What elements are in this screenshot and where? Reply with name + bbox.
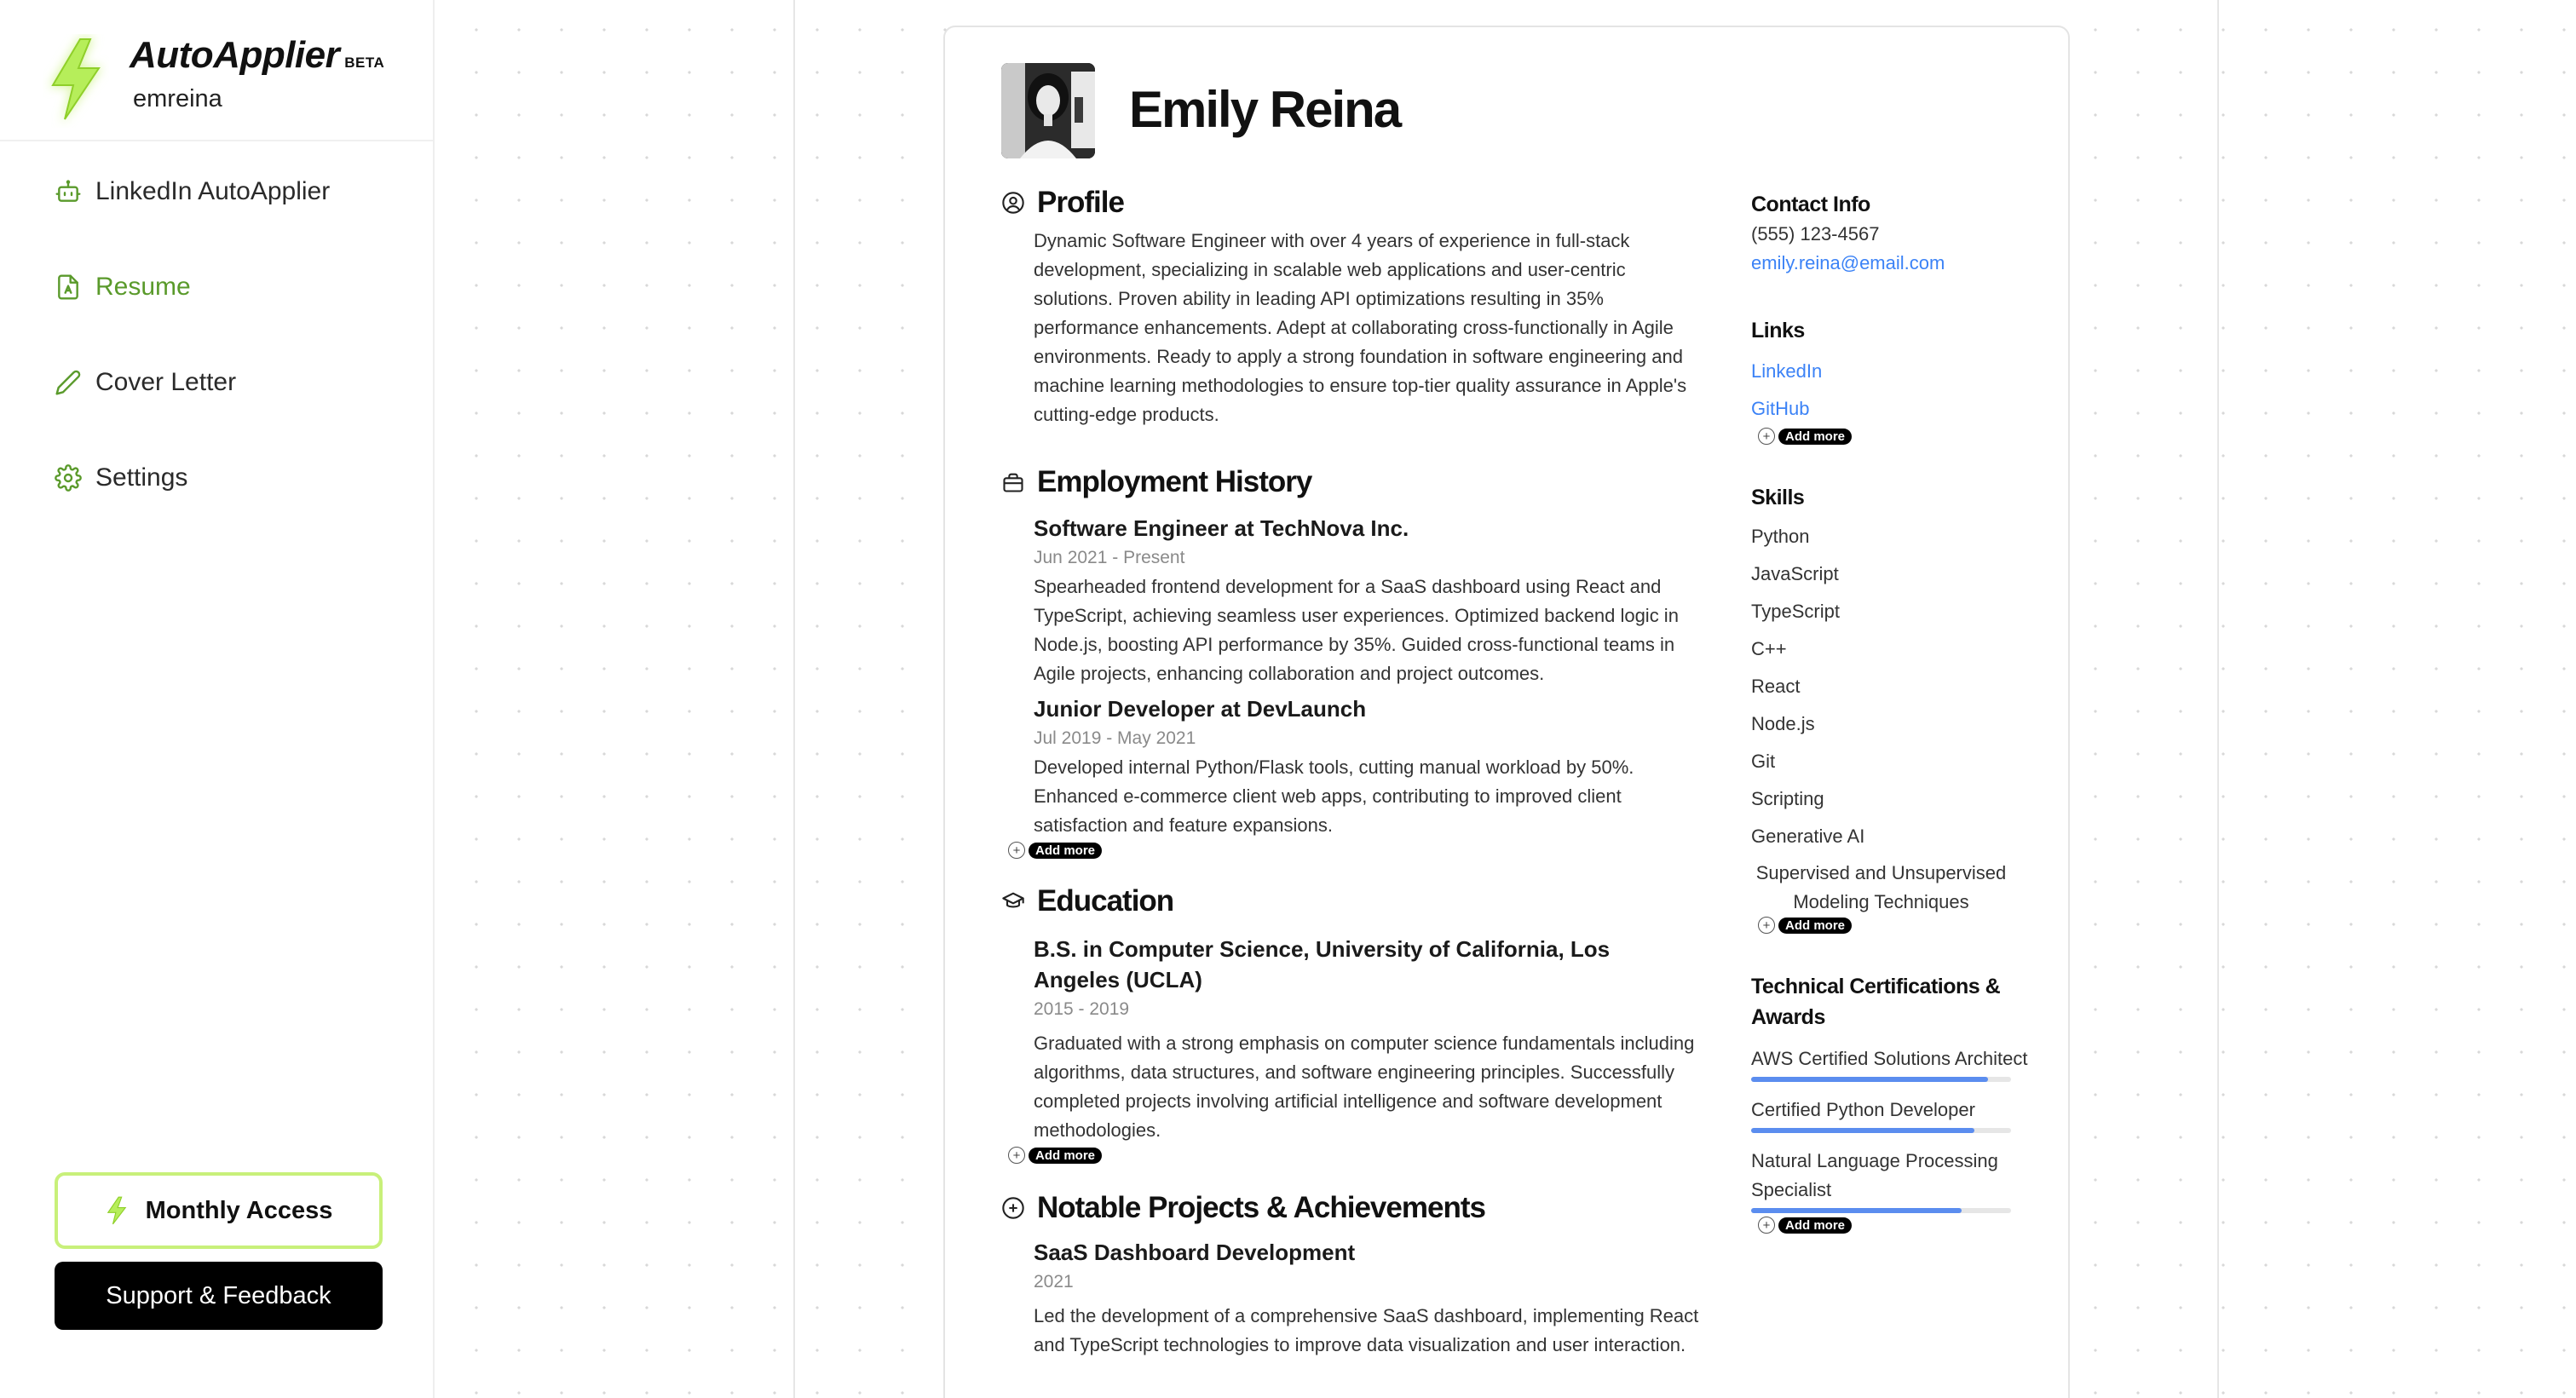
monthly-access-label: Monthly Access [145,1196,333,1224]
plus-circle-icon: + [1758,1217,1775,1234]
links-title: Links [1751,319,1805,342]
project-title[interactable]: SaaS Dashboard Development [1034,1240,1356,1265]
graduation-cap-icon [1001,889,1025,913]
job-dates[interactable]: Jul 2019 - May 2021 [1034,728,1196,748]
job-title[interactable]: Software Engineer at TechNova Inc. [1034,515,1409,541]
profile-section-title: Profile [1001,186,1700,220]
skill-item[interactable]: React [1751,676,1801,697]
nav-item-settings[interactable] [55,463,412,492]
cert-level-fill [1751,1128,1974,1133]
cert-name: AWS Certified Solutions Architect [1751,1048,2028,1069]
plus-circle-icon: + [1758,917,1775,934]
gear-icon [55,464,82,492]
job-description[interactable]: Spearheaded frontend development for a SaaS dashboard using React and TypeScript, achieving seamless user experiences. Optimized backend logic in Node.js, boosting API performance by 35%. Guided cross-functional teams in Agile projects, enhancing collaboration and project outcomes. [1034,576,1679,684]
nav-label: Resume [95,273,191,301]
job-dates[interactable]: Jun 2021 - Present [1034,548,1185,567]
links-add-more[interactable]: + Add more [1758,428,1852,445]
skills-title: Skills [1751,486,1805,509]
plus-circle-icon [1001,1196,1025,1220]
cert-level-fill [1751,1208,1962,1213]
contact-title: Contact Info [1751,193,1870,216]
education-description[interactable]: Graduated with a strong emphasis on computer science fundamentals including algorithms, data structures, and software engineering principles. Successfully completed projects involving artificial intelligence and software development methodologies. [1034,1033,1695,1141]
lightning-logo-icon [43,34,109,128]
nav-label: Cover Letter [95,368,237,396]
briefcase-icon [1001,470,1025,494]
skill-item[interactable]: Git [1751,751,1776,772]
resume-main-column [1001,186,1700,1360]
skill-item[interactable]: C++ [1751,638,1787,659]
cert-name: Certified Python Developer [1751,1099,1975,1120]
skills-list [1751,518,2032,917]
cert-name: Natural Language Processing Specialist [1751,1150,1998,1200]
cert-item[interactable] [1751,1096,2032,1133]
skill-item[interactable]: JavaScript [1751,563,1839,584]
skill-item[interactable]: Generative AI [1751,826,1865,847]
nav-item-linkedin-autoapplier[interactable] [55,177,412,206]
sidebar [0,0,435,1398]
plus-circle-icon: + [1008,1147,1025,1164]
avatar[interactable] [1001,63,1095,158]
support-feedback-button[interactable]: Support & Feedback [55,1262,383,1330]
cert-item[interactable] [1751,1044,2032,1082]
avatar-photo [1001,63,1095,158]
education-add-more[interactable]: + Add more [1008,1147,1102,1164]
canvas-guide-left [793,0,795,1398]
resume-side-column [1751,189,2032,1234]
skill-item[interactable]: Node.js [1751,713,1815,734]
link-github[interactable]: GitHub [1751,398,1810,419]
certs-add-more[interactable]: + Add more [1758,1217,1852,1234]
skill-item[interactable]: TypeScript [1751,601,1840,622]
cert-level-fill [1751,1077,1988,1082]
sidebar-nav [55,177,412,559]
app-title: AutoApplier BETA [130,34,385,76]
nav-item-resume[interactable] [55,273,412,302]
nav-item-cover-letter[interactable] [55,368,412,397]
nav-label: Settings [95,463,188,492]
cert-level-bar [1751,1128,2011,1133]
cert-level-bar [1751,1077,2011,1082]
skill-item[interactable]: Scripting [1751,788,1824,809]
education-dates[interactable]: 2015 - 2019 [1034,999,1130,1019]
employment-add-more[interactable]: + Add more [1008,842,1102,859]
user-circle-icon [1001,191,1025,215]
skills-add-more[interactable]: + Add more [1758,917,1852,934]
skill-item[interactable]: Python [1751,526,1810,547]
bot-icon [55,178,82,205]
link-linkedin[interactable]: LinkedIn [1751,360,1823,382]
contact-email[interactable]: emily.reina@email.com [1751,252,1945,273]
profile-text[interactable]: Dynamic Software Engineer with over 4 years of experience in full-stack development, specializing in scalable web applications and user-centric solutions. Proven ability in leading API optimizations resulting in 35% performance enhancements. Adept at collaborating cross-functionally in Agile environments. Ready to apply a strong foundation in software engineering and machine learning methodologies to ensure top-tier quality assurance in Apple's cutting-edge products. [1034,230,1687,425]
project-description[interactable]: Led the development of a comprehensive SaaS dashboard, implementing React and TypeScript technologies to improve data visualization and user interaction. [1034,1305,1699,1355]
plus-circle-icon: + [1758,428,1775,445]
skill-item[interactable]: Supervised and Unsupervised Modeling Techniques [1755,862,2007,912]
cert-item[interactable] [1751,1147,2032,1213]
job-description[interactable]: Developed internal Python/Flask tools, cutting manual workload by 50%. Enhanced e-commerce client web apps, contributing to improved client satisfaction and feature expansions. [1034,757,1634,836]
job-title[interactable]: Junior Developer at DevLaunch [1034,696,1367,722]
contact-phone[interactable]: (555) 123-4567 [1751,223,1880,245]
plus-circle-icon: + [1008,842,1025,859]
beta-badge: BETA [344,55,385,71]
resume-icon [55,273,82,301]
monthly-access-button[interactable] [55,1172,383,1249]
sidebar-divider [0,140,433,141]
certifications-title: Technical Certifications & Awards [1751,975,2001,1029]
nav-label: LinkedIn AutoApplier [95,177,331,205]
project-dates[interactable]: 2021 [1034,1272,1074,1292]
degree-title[interactable]: B.S. in Computer Science, University of California, Los Angeles (UCLA) [1034,936,1611,992]
canvas-guide-right [2217,0,2219,1398]
education-section-title: Education [1001,884,1700,918]
resume-name[interactable]: Emily Reina [1129,81,1401,138]
projects-section-title: Notable Projects & Achievements [1001,1191,1700,1225]
resume-card [943,26,2070,1398]
cert-level-bar [1751,1208,2011,1213]
employment-section-title: Employment History [1001,465,1700,499]
pencil-icon [55,369,82,396]
lightning-icon [105,1196,129,1225]
username: emreina [133,85,222,112]
brand [43,24,401,118]
